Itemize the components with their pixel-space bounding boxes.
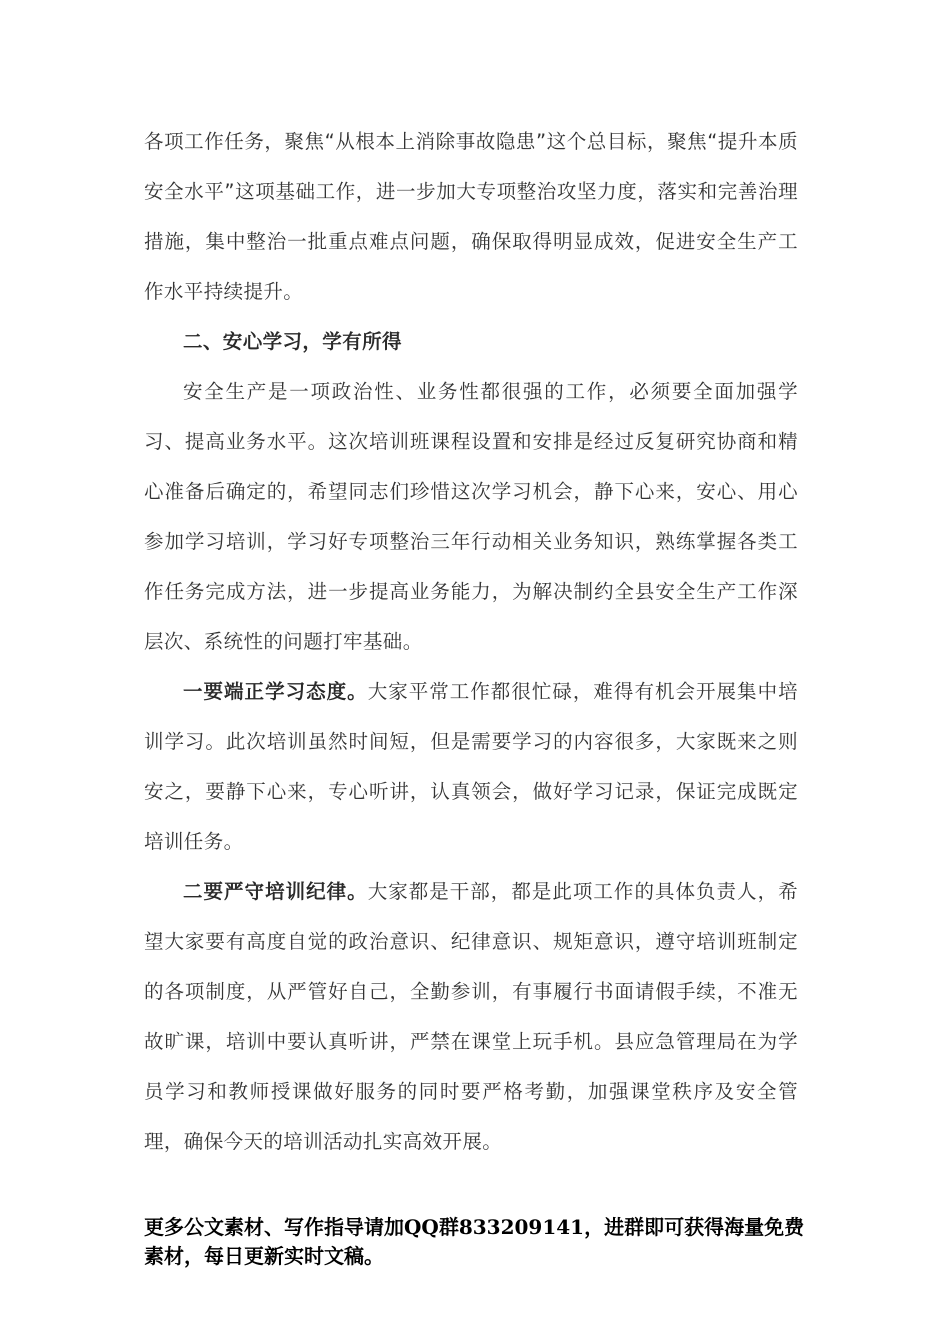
paragraph-continuation: 各项工作任务，聚焦“从根本上消除事故隐患”这个总目标，聚焦“提升本质安全水平”这项基础工作，进一步加大专项整治攻坚力度，落实和完善治理措施，集中整治一批重点难点问题，确保取得明显成效，促进安全生产工作水平持续提升。 <box>144 130 798 303</box>
point-2-text: 大家都是干部，都是此项工作的具体负责人，希望大家要有高度自觉的政治意识、纪律意识、规矩意识，遵守培训班制定的各项制度，从严管好自己，全勤参训，有事履行书面请假手续，不准无故旷课，培训中要认真听讲，严禁在课堂上玩手机。县应急管理局在为学员学习和教师授课做好服务的同时要严格考勤，加强课堂秩序及安全管理，确保今天的培训活动扎实高效开展。 <box>144 880 798 1153</box>
document-body <box>144 117 798 1167</box>
section-heading: 二、安心学习，学有所得 <box>183 330 402 353</box>
footer-promo-note: 更多公文素材、写作指导请加QQ群833209141，进群即可获得海量免费素材，每日更新实时文稿。 <box>144 1215 805 1268</box>
paragraph-point-2 <box>144 867 798 1167</box>
point-1-title: 一要端正学习态度。 <box>183 680 368 703</box>
point-1-text: 大家平常工作都很忙碌，难得有机会开展集中培训学习。此次培训虽然时间短，但是需要学习的内容很多，大家既来之则安之，要静下心来，专心听讲，认真领会，做好学习记录，保证完成既定培训任务。 <box>144 680 798 853</box>
point-2-title: 二要严守培训纪律。 <box>183 880 368 903</box>
paragraph-point-1 <box>144 667 798 867</box>
paragraph-intro: 安全生产是一项政治性、业务性都很强的工作，必须要全面加强学习、提高业务水平。这次培训班课程设置和安排是经过反复研究协商和精心准备后确定的，希望同志们珍惜这次学习机会，静下心来，安心、用心参加学习培训，学习好专项整治三年行动相关业务知识，熟练掌握各类工作任务完成方法，进一步提高业务能力，为解决制约全县安全生产工作深层次、系统性的问题打牢基础。 <box>144 380 798 653</box>
